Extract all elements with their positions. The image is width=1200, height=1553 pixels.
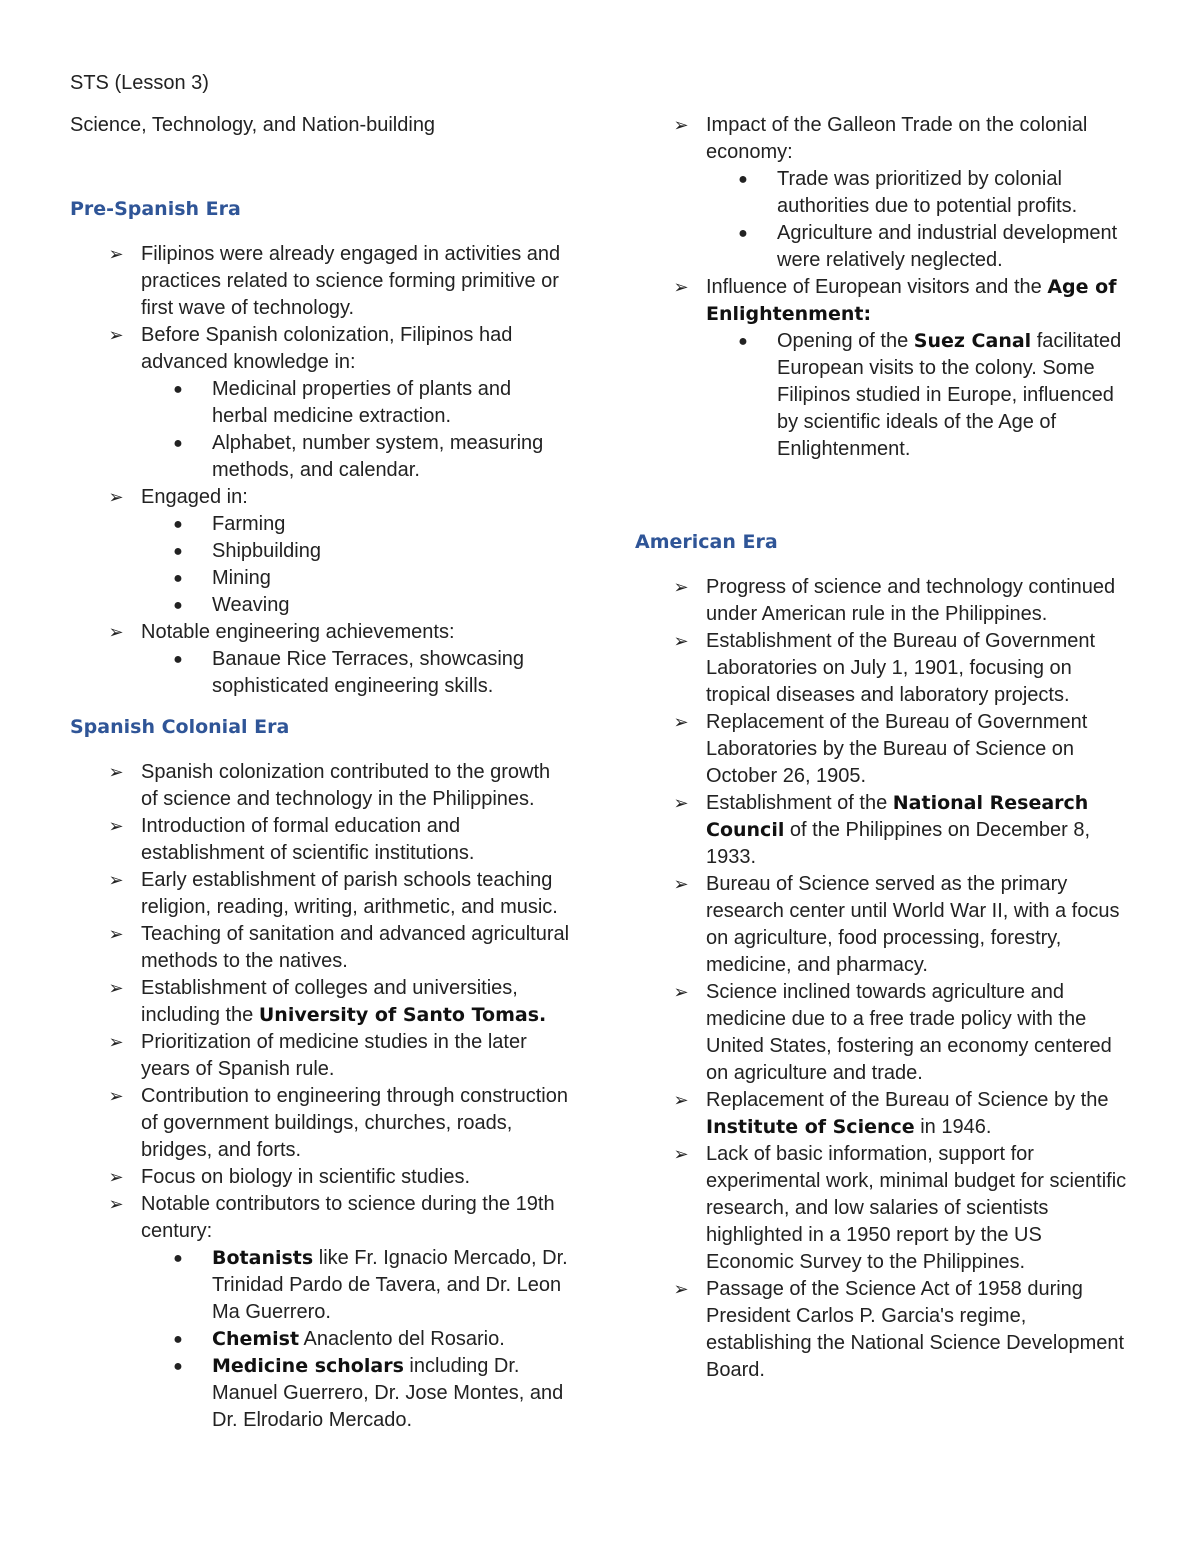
spanish-colonial-list-continued bbox=[635, 112, 1135, 463]
dot-bullet-icon: ● bbox=[173, 597, 183, 614]
arrow-bullet-icon: ➢ bbox=[673, 277, 689, 297]
list-item: ➢ Lack of basic information, support for experimental work, minimal budget for scientific research, and low salaries of scientists highlighted in a 1950 report by the US Economic Survey to the Philippines. bbox=[635, 1141, 1135, 1276]
arrow-bullet-icon: ➢ bbox=[108, 870, 124, 890]
arrow-bullet-icon: ➢ bbox=[673, 1090, 689, 1110]
sub-list bbox=[141, 646, 570, 700]
dot-bullet-icon: ● bbox=[738, 333, 748, 350]
sub-list-item: ● Trade was prioritized by colonial authorities due to potential profits. bbox=[706, 166, 1135, 220]
list-item: ➢ Influence of European visitors and the Age of Enlightenment: ● Opening of the Suez Canal facilitated European visits to the colony. Some Filipinos studied in Europe, influenced by scientific ideals of the Age of Enlightenment. bbox=[635, 274, 1135, 463]
arrow-bullet-icon: ➢ bbox=[108, 762, 124, 782]
list-item: ➢ Focus on biology in scientific studies. bbox=[70, 1164, 570, 1191]
sub-list bbox=[706, 328, 1135, 463]
arrow-bullet-icon: ➢ bbox=[673, 115, 689, 135]
sub-list bbox=[141, 511, 570, 619]
list-item: ➢ Prioritization of medicine studies in the later years of Spanish rule. bbox=[70, 1029, 570, 1083]
arrow-bullet-icon: ➢ bbox=[673, 793, 689, 813]
arrow-bullet-icon: ➢ bbox=[108, 1167, 124, 1187]
arrow-bullet-icon: ➢ bbox=[108, 1032, 124, 1052]
arrow-bullet-icon: ➢ bbox=[108, 1086, 124, 1106]
arrow-bullet-icon: ➢ bbox=[673, 982, 689, 1002]
arrow-bullet-icon: ➢ bbox=[108, 1194, 124, 1214]
list-item: ➢ Bureau of Science served as the primary research center until World War II, with a focus on agriculture, food processing, forestry, medicine, and pharmacy. bbox=[635, 871, 1135, 979]
document-title: STS (Lesson 3) bbox=[70, 72, 209, 94]
list-item: ➢ Science inclined towards agriculture and medicine due to a free trade policy with the United States, fostering an economy centered on agriculture and trade. bbox=[635, 979, 1135, 1087]
sub-list-item: ● Farming bbox=[141, 511, 570, 538]
arrow-bullet-icon: ➢ bbox=[108, 924, 124, 944]
arrow-bullet-icon: ➢ bbox=[108, 325, 124, 345]
dot-bullet-icon: ● bbox=[173, 1250, 183, 1267]
list-item: ➢ Notable engineering achievements: ● Banaue Rice Terraces, showcasing sophisticated engineering skills. bbox=[70, 619, 570, 700]
sub-list-item: ● Medicinal properties of plants and herbal medicine extraction. bbox=[141, 376, 570, 430]
arrow-bullet-icon: ➢ bbox=[108, 244, 124, 264]
arrow-bullet-icon: ➢ bbox=[108, 816, 124, 836]
arrow-bullet-icon: ➢ bbox=[673, 874, 689, 894]
list-item: ➢ Passage of the Science Act of 1958 during President Carlos P. Garcia's regime, establishing the National Science Development Board. bbox=[635, 1276, 1135, 1384]
list-item: ➢ Spanish colonization contributed to the growth of science and technology in the Philippines. bbox=[70, 759, 570, 813]
sub-list bbox=[141, 376, 570, 484]
list-item: ➢ Early establishment of parish schools teaching religion, reading, writing, arithmetic, and music. bbox=[70, 867, 570, 921]
list-item: ➢ Introduction of formal education and establishment of scientific institutions. bbox=[70, 813, 570, 867]
heading-spanish-colonial-era: Spanish Colonial Era bbox=[70, 716, 290, 738]
dot-bullet-icon: ● bbox=[738, 171, 748, 188]
arrow-bullet-icon: ➢ bbox=[673, 712, 689, 732]
document-subtitle: Science, Technology, and Nation-building bbox=[70, 114, 436, 136]
list-item: ➢ Replacement of the Bureau of Science by the Institute of Science in 1946. bbox=[635, 1087, 1135, 1141]
list-item: ➢ Progress of science and technology continued under American rule in the Philippines. bbox=[635, 574, 1135, 628]
arrow-bullet-icon: ➢ bbox=[108, 487, 124, 507]
arrow-bullet-icon: ➢ bbox=[108, 622, 124, 642]
dot-bullet-icon: ● bbox=[173, 543, 183, 560]
dot-bullet-icon: ● bbox=[173, 516, 183, 533]
arrow-bullet-icon: ➢ bbox=[673, 1144, 689, 1164]
american-era-list bbox=[635, 574, 1135, 1384]
list-item: ➢ Teaching of sanitation and advanced agricultural methods to the natives. bbox=[70, 921, 570, 975]
arrow-bullet-icon: ➢ bbox=[673, 577, 689, 597]
list-item: ➢ Establishment of the Bureau of Government Laboratories on July 1, 1901, focusing on tropical diseases and laboratory projects. bbox=[635, 628, 1135, 709]
pre-spanish-list bbox=[70, 241, 570, 700]
arrow-bullet-icon: ➢ bbox=[673, 631, 689, 651]
dot-bullet-icon: ● bbox=[173, 1358, 183, 1375]
sub-list-item: ● Opening of the Suez Canal facilitated European visits to the colony. Some Filipinos studied in Europe, influenced by scientific ideals of the Age of Enlightenment. bbox=[706, 328, 1135, 463]
sub-list bbox=[706, 166, 1135, 274]
list-item: ➢ Filipinos were already engaged in activities and practices related to science forming primitive or first wave of technology. bbox=[70, 241, 570, 322]
sub-list-item: ● Medicine scholars including Dr. Manuel Guerrero, Dr. Jose Montes, and Dr. Elrodario Mercado. bbox=[141, 1353, 570, 1434]
arrow-bullet-icon: ➢ bbox=[673, 1279, 689, 1299]
list-item: ➢ Contribution to engineering through construction of government buildings, churches, roads, bridges, and forts. bbox=[70, 1083, 570, 1164]
sub-list-item: ● Mining bbox=[141, 565, 570, 592]
list-item: ➢ Replacement of the Bureau of Government Laboratories by the Bureau of Science on October 26, 1905. bbox=[635, 709, 1135, 790]
dot-bullet-icon: ● bbox=[173, 570, 183, 587]
sub-list-item: ● Banaue Rice Terraces, showcasing sophisticated engineering skills. bbox=[141, 646, 570, 700]
arrow-bullet-icon: ➢ bbox=[108, 978, 124, 998]
heading-american-era: American Era bbox=[635, 531, 778, 553]
dot-bullet-icon: ● bbox=[173, 651, 183, 668]
dot-bullet-icon: ● bbox=[173, 381, 183, 398]
spanish-colonial-list bbox=[70, 759, 570, 1434]
list-item: ➢ Impact of the Galleon Trade on the colonial economy: ● Trade was prioritized by colonial authorities due to potential profits. ● Agriculture and industrial development were relatively neglected. bbox=[635, 112, 1135, 274]
sub-list bbox=[141, 1245, 570, 1434]
sub-list-item: ● Agriculture and industrial development were relatively neglected. bbox=[706, 220, 1135, 274]
list-item: ➢ Establishment of the National Research Council of the Philippines on December 8, 1933. bbox=[635, 790, 1135, 871]
list-item: ➢ Before Spanish colonization, Filipinos had advanced knowledge in: ● Medicinal properties of plants and herbal medicine extraction. ● Alphabet, number system, measuring methods, and calendar. bbox=[70, 322, 570, 484]
sub-list-item: ● Botanists like Fr. Ignacio Mercado, Dr. Trinidad Pardo de Tavera, and Dr. Leon Ma Guerrero. bbox=[141, 1245, 570, 1326]
dot-bullet-icon: ● bbox=[173, 435, 183, 452]
list-item: ➢ Establishment of colleges and universities, including the University of Santo Tomas. bbox=[70, 975, 570, 1029]
sub-list-item: ● Alphabet, number system, measuring methods, and calendar. bbox=[141, 430, 570, 484]
sub-list-item: ● Chemist Anaclento del Rosario. bbox=[141, 1326, 570, 1353]
sub-list-item: ● Weaving bbox=[141, 592, 570, 619]
sub-list-item: ● Shipbuilding bbox=[141, 538, 570, 565]
heading-pre-spanish-era: Pre-Spanish Era bbox=[70, 198, 241, 220]
list-item: ➢ Engaged in: ● Farming ● Shipbuilding ● Mining ● Weaving bbox=[70, 484, 570, 619]
dot-bullet-icon: ● bbox=[173, 1331, 183, 1348]
dot-bullet-icon: ● bbox=[738, 225, 748, 242]
list-item: ➢ Notable contributors to science during the 19th century: ● Botanists like Fr. Ignacio Mercado, Dr. Trinidad Pardo de Tavera, and Dr. Leon Ma Guerrero. ● Chemist Anaclento del Rosario. ● Medicine scholars including Dr. Manuel Guerrero, Dr. Jose Montes, and Dr. Elrodario Mercado. bbox=[70, 1191, 570, 1434]
